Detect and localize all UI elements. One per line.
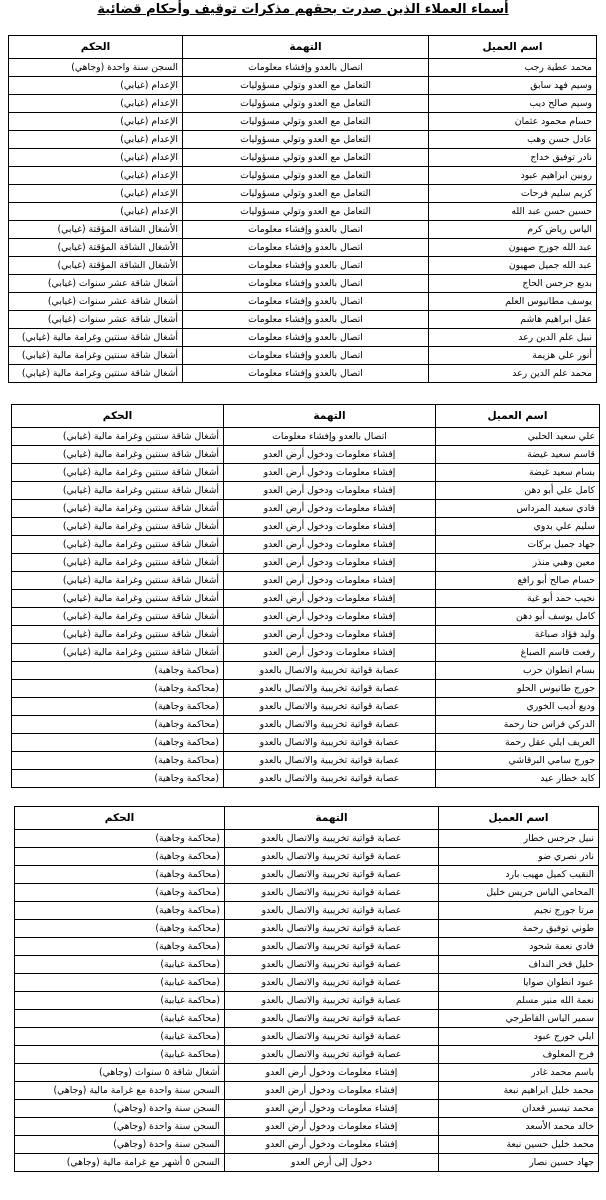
charge-cell: عصابة قواتية تخريبية والاتصال بالعدو — [225, 992, 439, 1010]
header-verdict: الحكم — [15, 807, 225, 830]
header-name: اسم العميل — [439, 807, 599, 830]
verdict-cell: أشغال شاقة سنتين وغرامة مالية (غيابي) — [12, 554, 224, 572]
client-name-cell: قاسم سعيد غيضة — [436, 446, 600, 464]
charge-cell: إفشاء معلومات ودخول أرض العدو — [225, 1064, 439, 1082]
client-name-cell: محمد خليل ابراهيم نبعة — [439, 1082, 599, 1100]
verdict-cell: أشغال شاقة سنتين وغرامة مالية (غيابي) — [12, 644, 224, 662]
client-name-cell: عبد الله جورج صهيون — [429, 239, 597, 257]
table-row — [9, 347, 597, 365]
client-name-cell: محمد عطية رجب — [429, 59, 597, 77]
client-name-cell: يوسف مطانيوس العلم — [429, 293, 597, 311]
header-name: اسم العميل — [429, 36, 597, 59]
client-name-cell: عبد الله جميل صهيون — [429, 257, 597, 275]
client-name-cell: روبين ابراهيم عبود — [429, 167, 597, 185]
verdict-cell: الإعدام (غيابي) — [9, 167, 183, 185]
client-name-cell: عادل حسن وهب — [429, 131, 597, 149]
charge-cell: إفشاء معلومات ودخول أرض العدو — [224, 554, 436, 572]
table-row — [9, 77, 597, 95]
table-row — [9, 257, 597, 275]
client-name-cell: النقيب كميل مهيب بارد — [439, 866, 599, 884]
verdict-cell: الإعدام (غيابي) — [9, 113, 183, 131]
verdict-cell: أشغال شاقة سنتين وغرامة مالية (غيابي) — [12, 536, 224, 554]
verdict-cell: أشغال شاقة سنتين وغرامة مالية (غيابي) — [12, 464, 224, 482]
verdict-cell: أشغال شاقة عشر سنوات (غيابي) — [9, 311, 183, 329]
table-row — [12, 464, 600, 482]
charge-cell: اتصال بالعدو وإفشاء معلومات — [183, 239, 429, 257]
client-name-cell: نادر توفيق خداج — [429, 149, 597, 167]
table-row — [9, 293, 597, 311]
table-row — [12, 662, 600, 680]
table-row — [9, 221, 597, 239]
charge-cell: دخول إلى أرض العدو — [225, 1154, 439, 1172]
client-name-cell: كايد خطار عيد — [436, 770, 600, 788]
verdict-cell: أشغال شاقة سنتين وغرامة مالية (غيابي) — [12, 446, 224, 464]
table-row — [9, 131, 597, 149]
client-name-cell: محمد علم الدين رعد — [429, 365, 597, 383]
verdict-cell: أشغال شاقة عشر سنوات (غيابي) — [9, 275, 183, 293]
charge-cell: التعامل مع العدو وتولي مسؤوليات — [183, 131, 429, 149]
client-name-cell: جهاد جميل بركات — [436, 536, 600, 554]
client-name-cell: طوني توفيق رحمة — [439, 920, 599, 938]
charge-cell: إفشاء معلومات ودخول أرض العدو — [224, 536, 436, 554]
charge-cell: إفشاء معلومات ودخول أرض العدو — [224, 500, 436, 518]
table-row — [12, 680, 600, 698]
table-row — [12, 554, 600, 572]
client-name-cell: كامل علي أبو دهن — [436, 482, 600, 500]
verdict-cell: أشغال شاقة ٥ سنوات (وجاهي) — [15, 1064, 225, 1082]
charge-cell: عصابة قواتية تخريبية والاتصال بالعدو — [225, 974, 439, 992]
client-name-cell: وليد فؤاد صباغة — [436, 626, 600, 644]
client-name-cell: حسام محمود عثمان — [429, 113, 597, 131]
client-name-cell: بسام سعيد غيضة — [436, 464, 600, 482]
verdict-cell: السجن سنة واحدة (وجاهي) — [15, 1100, 225, 1118]
table-row — [15, 1100, 599, 1118]
table-row — [9, 95, 597, 113]
table-row — [9, 185, 597, 203]
verdict-cell: السجن سنة واحدة (وجاهي) — [15, 1118, 225, 1136]
client-name-cell: كامل يوسف أبو دهن — [436, 608, 600, 626]
table-row — [15, 1082, 599, 1100]
verdict-cell: (محاكمة وجاهية) — [15, 920, 225, 938]
charge-cell: إفشاء معلومات ودخول أرض العدو — [225, 1136, 439, 1154]
charge-cell: إفشاء معلومات ودخول أرض العدو — [225, 1082, 439, 1100]
charge-cell: إفشاء معلومات ودخول أرض العدو — [224, 626, 436, 644]
verdict-cell: الإعدام (غيابي) — [9, 95, 183, 113]
charge-cell: إفشاء معلومات ودخول أرض العدو — [224, 590, 436, 608]
charge-cell: اتصال بالعدو وإفشاء معلومات — [224, 428, 436, 446]
client-name-cell: نعمة الله منير مسلم — [439, 992, 599, 1010]
charge-cell: عصابة قواتية تخريبية والاتصال بالعدو — [224, 734, 436, 752]
verdict-cell: (محاكمة غيابية) — [15, 956, 225, 974]
table-row — [9, 311, 597, 329]
table-row — [12, 428, 600, 446]
table-row — [12, 752, 600, 770]
verdict-cell: (محاكمة وجاهية) — [12, 752, 224, 770]
table-row — [15, 848, 599, 866]
charge-cell: اتصال بالعدو وإفشاء معلومات — [183, 365, 429, 383]
charge-cell: اتصال بالعدو وإفشاء معلومات — [183, 59, 429, 77]
client-name-cell: نبيل علم الدين رعد — [429, 329, 597, 347]
verdict-cell: السجن ٥ أشهر مع غرامة مالية (وجاهي) — [15, 1154, 225, 1172]
table-row — [9, 167, 597, 185]
verdict-cell: (محاكمة وجاهية) — [12, 770, 224, 788]
charge-cell: عصابة قواتية تخريبية والاتصال بالعدو — [225, 1046, 439, 1064]
charge-cell: التعامل مع العدو وتولي مسؤوليات — [183, 185, 429, 203]
table-row — [15, 1028, 599, 1046]
client-name-cell: معين وهبي منذر — [436, 554, 600, 572]
table-row — [15, 1136, 599, 1154]
verdict-cell: (محاكمة وجاهية) — [15, 866, 225, 884]
charge-cell: عصابة قواتية تخريبية والاتصال بالعدو — [225, 1028, 439, 1046]
client-name-cell: وسيم فهد سابق — [429, 77, 597, 95]
client-name-cell: وسيم صالح ديب — [429, 95, 597, 113]
client-name-cell: سمير الياس القاطرجي — [439, 1010, 599, 1028]
verdict-cell: الإعدام (غيابي) — [9, 185, 183, 203]
verdict-cell: أشغال شاقة سنتين وغرامة مالية (غيابي) — [9, 365, 183, 383]
charge-cell: عصابة قواتية تخريبية والاتصال بالعدو — [225, 956, 439, 974]
charge-cell: التعامل مع العدو وتولي مسؤوليات — [183, 149, 429, 167]
client-name-cell: فرح المعلوف — [439, 1046, 599, 1064]
verdict-cell: الإعدام (غيابي) — [9, 131, 183, 149]
verdict-cell: الأشغال الشاقة المؤقتة (غيابي) — [9, 257, 183, 275]
header-verdict: الحكم — [9, 36, 183, 59]
client-name-cell: ايلي جورج عبود — [439, 1028, 599, 1046]
table-row — [15, 1064, 599, 1082]
table-row — [12, 590, 600, 608]
table-row — [15, 1010, 599, 1028]
verdict-cell: (محاكمة غيابية) — [15, 1010, 225, 1028]
table-row — [15, 974, 599, 992]
verdict-cell: الأشغال الشاقة المؤقتة (غيابي) — [9, 221, 183, 239]
table-header-row — [15, 807, 599, 830]
verdict-cell: (محاكمة وجاهية) — [15, 938, 225, 956]
client-name-cell: العريف ايلي عقل رحمة — [436, 734, 600, 752]
charge-cell: اتصال بالعدو وإفشاء معلومات — [183, 275, 429, 293]
client-name-cell: أنور علي هزيمة — [429, 347, 597, 365]
table-row — [12, 536, 600, 554]
verdict-cell: السجن سنة واحدة (وجاهي) — [15, 1136, 225, 1154]
verdict-cell: أشغال شاقة سنتين وغرامة مالية (غيابي) — [12, 518, 224, 536]
table-row — [15, 830, 599, 848]
client-name-cell: فادي سعيد المرداس — [436, 500, 600, 518]
charge-cell: عصابة قواتية تخريبية والاتصال بالعدو — [225, 848, 439, 866]
client-name-cell: نجيب حمد أبو غية — [436, 590, 600, 608]
verdict-cell: أشغال شاقة سنتين وغرامة مالية (غيابي) — [12, 608, 224, 626]
section-2-table — [11, 404, 600, 788]
client-name-cell: جهاد حسين نصار — [439, 1154, 599, 1172]
charge-cell: التعامل مع العدو وتولي مسؤوليات — [183, 95, 429, 113]
table-row — [12, 770, 600, 788]
client-name-cell: حسام صالح أبو رافع — [436, 572, 600, 590]
table-row — [12, 518, 600, 536]
verdict-cell: الإعدام (غيابي) — [9, 149, 183, 167]
charge-cell: عصابة قواتية تخريبية والاتصال بالعدو — [225, 866, 439, 884]
header-charge: التهمة — [224, 405, 436, 428]
client-name-cell: رفعت قاسم الصباغ — [436, 644, 600, 662]
verdict-cell: السجن سنة واحدة مع غرامة مالية (وجاهي) — [15, 1082, 225, 1100]
client-name-cell: سليم علي بدوي — [436, 518, 600, 536]
charge-cell: عصابة قواتية تخريبية والاتصال بالعدو — [224, 716, 436, 734]
charge-cell: التعامل مع العدو وتولي مسؤوليات — [183, 113, 429, 131]
charge-cell: عصابة قواتية تخريبية والاتصال بالعدو — [225, 938, 439, 956]
table-row — [15, 992, 599, 1010]
client-name-cell: نبيل جرجس خطار — [439, 830, 599, 848]
header-verdict: الحكم — [12, 405, 224, 428]
verdict-cell: (محاكمة وجاهية) — [12, 734, 224, 752]
table-row — [15, 920, 599, 938]
charge-cell: التعامل مع العدو وتولي مسؤوليات — [183, 203, 429, 221]
client-name-cell: حسين حسن عبد الله — [429, 203, 597, 221]
client-name-cell: كريم سليم فرحات — [429, 185, 597, 203]
client-name-cell: نادر نصري ضو — [439, 848, 599, 866]
verdict-cell: أشغال شاقة سنتين وغرامة مالية (غيابي) — [9, 329, 183, 347]
table-row — [15, 866, 599, 884]
charge-cell: عصابة قواتية تخريبية والاتصال بالعدو — [225, 1010, 439, 1028]
header-charge: التهمة — [225, 807, 439, 830]
client-name-cell: محمد خليل حسين نبعة — [439, 1136, 599, 1154]
verdict-cell: (محاكمة وجاهية) — [15, 830, 225, 848]
table-row — [12, 572, 600, 590]
verdict-cell: (محاكمة وجاهية) — [15, 902, 225, 920]
table-row — [9, 329, 597, 347]
verdict-cell: (محاكمة وجاهية) — [12, 680, 224, 698]
charge-cell: عصابة قواتية تخريبية والاتصال بالعدو — [225, 902, 439, 920]
client-name-cell: الياس رياض كرم — [429, 221, 597, 239]
client-name-cell: عبود انطوان صوايا — [439, 974, 599, 992]
client-name-cell: المحامي الياس جريس خليل — [439, 884, 599, 902]
charge-cell: إفشاء معلومات ودخول أرض العدو — [225, 1100, 439, 1118]
document-title: أسماء العملاء الذين صدرت بحقهم مذكرات توقيف وأحكام قضائية — [97, 2, 509, 17]
charge-cell: اتصال بالعدو وإفشاء معلومات — [183, 293, 429, 311]
verdict-cell: أشغال شاقة سنتين وغرامة مالية (غيابي) — [12, 590, 224, 608]
client-name-cell: محمد تيسير قعدان — [439, 1100, 599, 1118]
table-row — [12, 716, 600, 734]
charge-cell: عصابة قواتية تخريبية والاتصال بالعدو — [224, 752, 436, 770]
table-row — [12, 644, 600, 662]
client-name-cell: مرتا جورج نجيم — [439, 902, 599, 920]
verdict-cell: (محاكمة وجاهية) — [15, 884, 225, 902]
table-row — [12, 446, 600, 464]
table-row — [9, 203, 597, 221]
verdict-cell: (محاكمة غيابية) — [15, 992, 225, 1010]
table-row — [9, 275, 597, 293]
verdict-cell: (محاكمة وجاهية) — [15, 848, 225, 866]
verdict-cell: (محاكمة وجاهية) — [12, 716, 224, 734]
table-row — [12, 626, 600, 644]
verdict-cell: أشغال شاقة سنتين وغرامة مالية (غيابي) — [12, 626, 224, 644]
table-row — [12, 734, 600, 752]
charge-cell: عصابة قواتية تخريبية والاتصال بالعدو — [225, 920, 439, 938]
table-row — [15, 1046, 599, 1064]
charge-cell: إفشاء معلومات ودخول أرض العدو — [224, 572, 436, 590]
verdict-cell: (محاكمة غيابية) — [15, 1028, 225, 1046]
charge-cell: إفشاء معلومات ودخول أرض العدو — [224, 644, 436, 662]
table-row — [15, 884, 599, 902]
table-header-row — [9, 36, 597, 59]
client-name-cell: باسم محمد غادر — [439, 1064, 599, 1082]
verdict-cell: الإعدام (غيابي) — [9, 77, 183, 95]
client-name-cell: وديع أديب الخوري — [436, 698, 600, 716]
verdict-cell: أشغال شاقة عشر سنوات (غيابي) — [9, 293, 183, 311]
charge-cell: اتصال بالعدو وإفشاء معلومات — [183, 347, 429, 365]
charge-cell: التعامل مع العدو وتولي مسؤوليات — [183, 167, 429, 185]
verdict-cell: أشغال شاقة سنتين وغرامة مالية (غيابي) — [12, 428, 224, 446]
verdict-cell: (محاكمة غيابية) — [15, 974, 225, 992]
verdict-cell: الإعدام (غيابي) — [9, 203, 183, 221]
table-row — [12, 698, 600, 716]
verdict-cell: أشغال شاقة سنتين وغرامة مالية (غيابي) — [9, 347, 183, 365]
charge-cell: اتصال بالعدو وإفشاء معلومات — [183, 257, 429, 275]
client-name-cell: جورج سامي البرقاشي — [436, 752, 600, 770]
charge-cell: عصابة قواتية تخريبية والاتصال بالعدو — [224, 770, 436, 788]
client-name-cell: جورج طانيوس الحلو — [436, 680, 600, 698]
table-row — [15, 938, 599, 956]
verdict-cell: أشغال شاقة سنتين وغرامة مالية (غيابي) — [12, 572, 224, 590]
client-name-cell: الدركي فراس حنا رحمة — [436, 716, 600, 734]
table-row — [15, 1154, 599, 1172]
charge-cell: عصابة قواتية تخريبية والاتصال بالعدو — [224, 662, 436, 680]
charge-cell: إفشاء معلومات ودخول أرض العدو — [224, 446, 436, 464]
table-row — [9, 239, 597, 257]
client-name-cell: علي سعيد الحلبي — [436, 428, 600, 446]
charge-cell: إفشاء معلومات ودخول أرض العدو — [224, 464, 436, 482]
charge-cell: إفشاء معلومات ودخول أرض العدو — [224, 608, 436, 626]
table-row — [9, 365, 597, 383]
section-1-table — [8, 35, 597, 383]
table-row — [9, 113, 597, 131]
verdict-cell: أشغال شاقة سنتين وغرامة مالية (غيابي) — [12, 482, 224, 500]
table-header-row — [12, 405, 600, 428]
table-row — [15, 902, 599, 920]
client-name-cell: فادي نعمة شحود — [439, 938, 599, 956]
client-name-cell: بسام انطوان حرب — [436, 662, 600, 680]
verdict-cell: الأشغال الشاقة المؤقتة (غيابي) — [9, 239, 183, 257]
header-charge: التهمة — [183, 36, 429, 59]
charge-cell: إفشاء معلومات ودخول أرض العدو — [224, 518, 436, 536]
verdict-cell: (محاكمة غيابية) — [15, 1046, 225, 1064]
charge-cell: اتصال بالعدو وإفشاء معلومات — [183, 221, 429, 239]
table-row — [15, 1118, 599, 1136]
verdict-cell: (محاكمة وجاهية) — [12, 662, 224, 680]
charge-cell: إفشاء معلومات ودخول أرض العدو — [225, 1118, 439, 1136]
charge-cell: اتصال بالعدو وإفشاء معلومات — [183, 329, 429, 347]
table-row — [9, 149, 597, 167]
header-name: اسم العميل — [436, 405, 600, 428]
charge-cell: التعامل مع العدو وتولي مسؤوليات — [183, 77, 429, 95]
client-name-cell: خالد محمد الأسعد — [439, 1118, 599, 1136]
charge-cell: إفشاء معلومات ودخول أرض العدو — [224, 482, 436, 500]
table-row — [12, 608, 600, 626]
charge-cell: عصابة قواتية تخريبية والاتصال بالعدو — [225, 884, 439, 902]
table-row — [12, 500, 600, 518]
charge-cell: عصابة قواتية تخريبية والاتصال بالعدو — [225, 830, 439, 848]
table-row — [15, 956, 599, 974]
table-row — [9, 59, 597, 77]
charge-cell: عصابة قواتية تخريبية والاتصال بالعدو — [224, 680, 436, 698]
table-row — [12, 482, 600, 500]
verdict-cell: السجن سنة واحدة (وجاهي) — [9, 59, 183, 77]
client-name-cell: عقل ابراهيم هاشم — [429, 311, 597, 329]
section-3-table — [14, 806, 599, 1172]
client-name-cell: بديع جرجس الحاج — [429, 275, 597, 293]
client-name-cell: خليل فخر النداف — [439, 956, 599, 974]
verdict-cell: (محاكمة وجاهية) — [12, 698, 224, 716]
charge-cell: اتصال بالعدو وإفشاء معلومات — [183, 311, 429, 329]
charge-cell: عصابة قواتية تخريبية والاتصال بالعدو — [224, 698, 436, 716]
verdict-cell: أشغال شاقة سنتين وغرامة مالية (غيابي) — [12, 500, 224, 518]
